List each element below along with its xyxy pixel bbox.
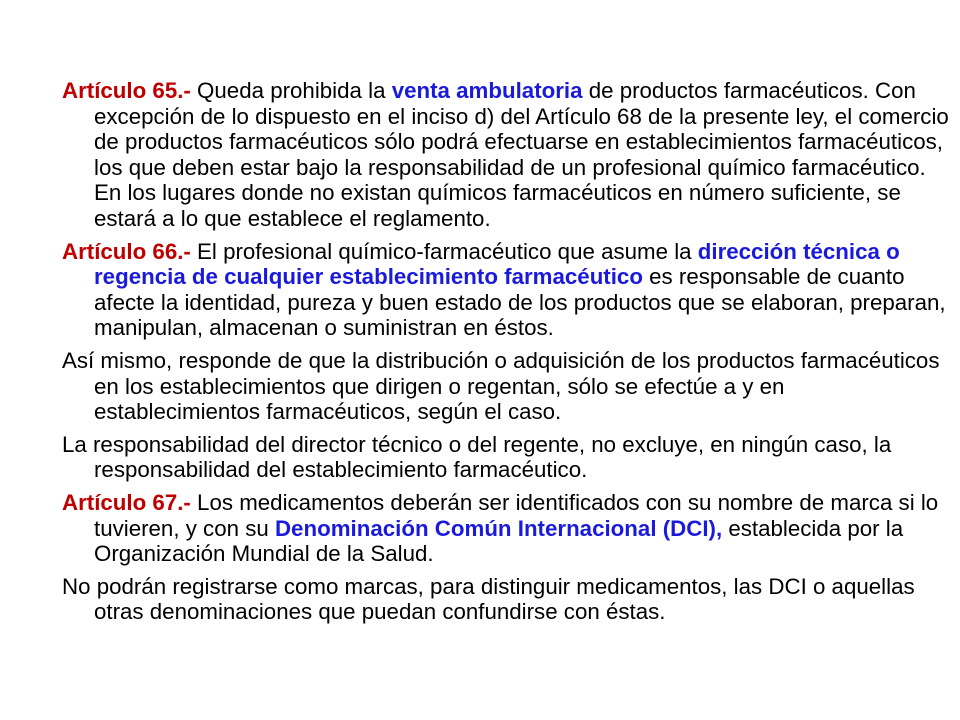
article-67-heading: Artículo 67.- [62, 489, 191, 515]
paragraph-article-66 [62, 239, 952, 341]
article-67-emphasis: Denominación Común Internacional (DCI), [274, 515, 723, 541]
paragraph-article-67-trademarks: No podrán registrarse como marcas, para distinguir medicamentos, las DCI o aquellas otras denominaciones que puedan confundirse con éstas. [62, 573, 915, 625]
article-67-text-end: establecida por la Organización Mundial de la Salud. [94, 515, 904, 567]
legal-text-body [62, 78, 952, 632]
paragraph-article-66-responsibility: La responsabilidad del director técnico o del regente, no excluye, en ningún caso, la responsabilidad del establecimiento farmacéutico. [62, 431, 892, 483]
paragraph-article-67 [62, 490, 952, 567]
article-66-emphasis: dirección técnica o regencia de cualquier establecimiento farmacéutico [94, 238, 900, 290]
article-66-heading: Artículo 66.- [62, 238, 191, 264]
article-65-text-end: de productos farmacéuticos. Con excepción de lo dispuesto en el inciso d) del Artículo 68 de la presente ley, el comercio de productos farmacéuticos sólo podrá efectuarse en establecimientos farmacéuticos, los que deben estar bajo la responsabilidad de un profesional químico farmacéutico. En los lugares donde no existan químicos farmacéuticos en número suficiente, se estará a lo que establece el reglamento. [94, 78, 949, 231]
paragraph-article-66-distribution: Así mismo, responde de que la distribución o adquisición de los productos farmacéuticos en los establecimientos que dirigen o regentan, sólo se efectúe a y en establecimientos farmacéuticos, según el caso. [62, 347, 940, 425]
article-67-text-start: Los medicamentos deberán ser identificados con su nombre de marca si lo tuvieren, y con su [94, 489, 939, 541]
article-65-text-start: Queda prohibida la [190, 78, 392, 103]
article-66-text-start: El profesional químico-farmacéutico que asume la [190, 238, 698, 264]
article-65-emphasis: venta ambulatoria [391, 78, 583, 103]
article-66-text-end: es responsable de cuanto afecte la identidad, pureza y buen estado de los productos que se elaboran, preparan, manipulan, almacenan o suministran en éstos. [94, 264, 946, 341]
paragraph-article-65 [62, 78, 952, 232]
article-65-heading: Artículo 65.- [62, 78, 191, 103]
